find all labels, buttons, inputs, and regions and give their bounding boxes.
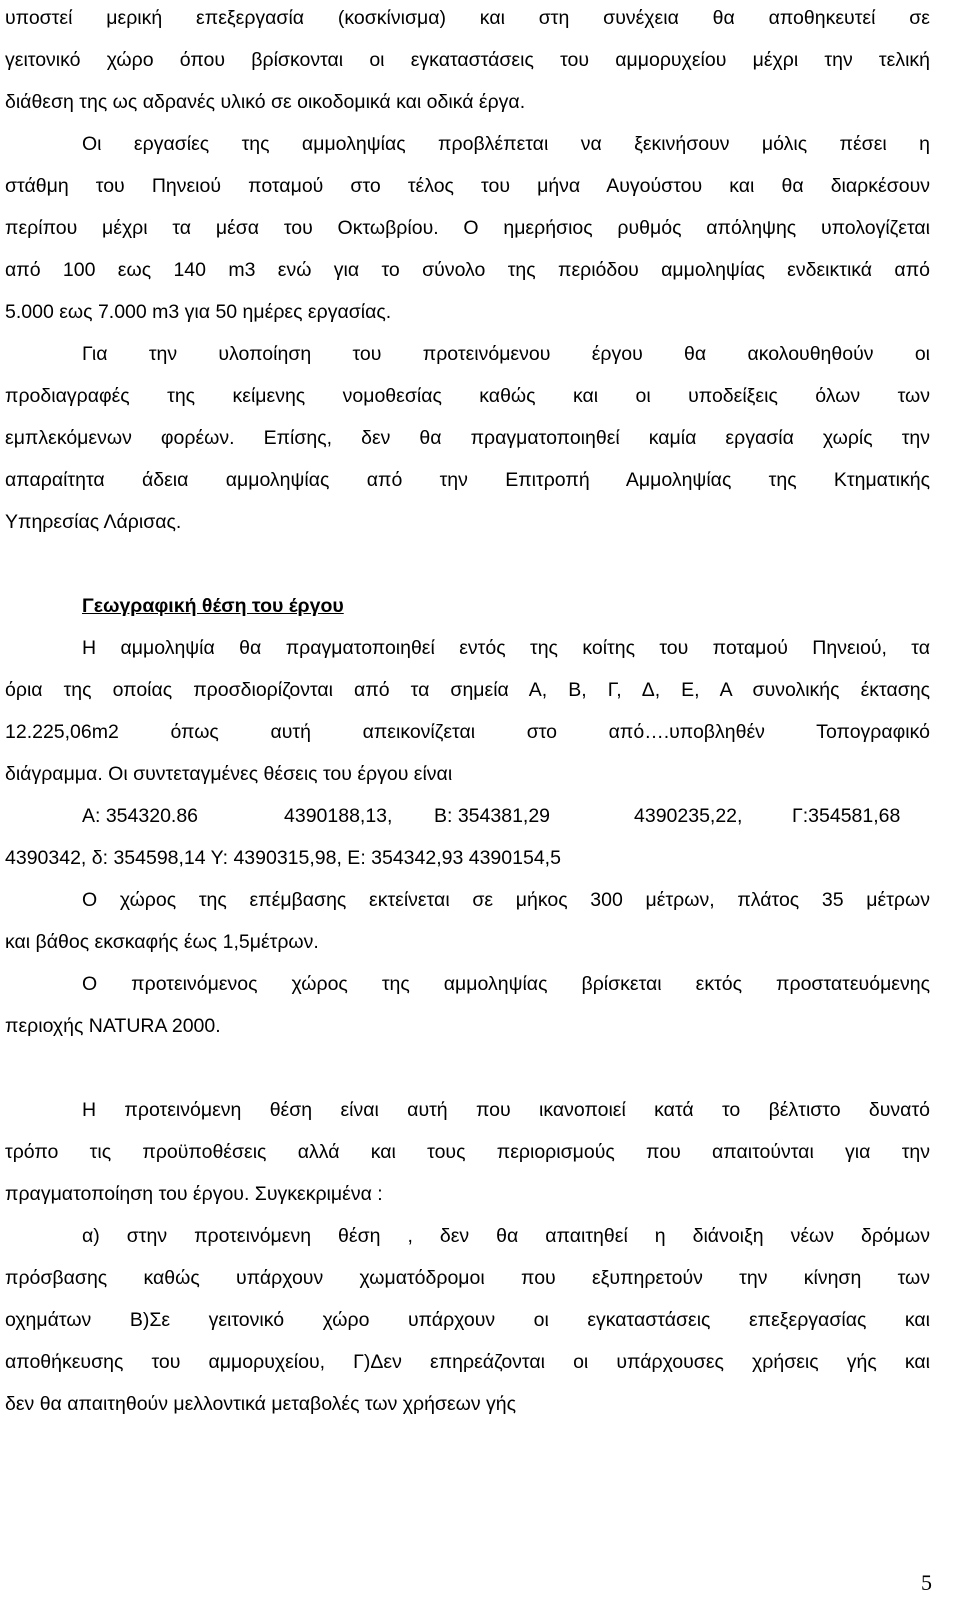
paragraph-line: εμπλεκόμενων φορέων. Επίσης, δεν θα πραγματοποιηθεί καμία εργασία χωρίς την xyxy=(5,427,930,449)
paragraph-line: Ο χώρος της επέμβασης εκτείνεται σε μήκος 300 μέτρων, πλάτος 35 μέτρων xyxy=(82,889,930,911)
page-number: 5 xyxy=(921,1570,932,1595)
paragraph-line: απαραίτητα άδεια αμμοληψίας από την Επιτροπή Αμμοληψίας της Κτηματικής xyxy=(5,469,930,491)
paragraph-line: γειτονικό χώρο όπου βρίσκονται οι εγκαταστάσεις του αμμορυχείου μέχρι την τελική xyxy=(5,49,930,71)
paragraph-line: υποστεί μερική επεξεργασία (κοσκίνισμα) και στη συνέχεια θα αποθηκευτεί σε xyxy=(5,7,930,29)
paragraph-line: περιοχής NATURA 2000. xyxy=(5,1015,221,1037)
paragraph-line: και βάθος εκσκαφής έως 1,5μέτρων. xyxy=(5,931,319,953)
section-heading: Γεωγραφική θέση του έργου xyxy=(82,595,344,617)
coordinate-g: Γ:354581,68 xyxy=(792,805,901,827)
coordinate-a: Α: 354320.86 xyxy=(82,805,199,827)
paragraph-line: περίπου μέχρι τα μέσα του Οκτωβρίου. Ο ημερήσιος ρυθμός απόληψης υπολογίζεται xyxy=(5,217,930,239)
paragraph-line: 4390342, δ: 354598,14 Υ: 4390315,98, Ε: 354342,93 4390154,5 xyxy=(5,847,561,869)
paragraph-line: α) στην προτεινόμενη θέση , δεν θα απαιτηθεί η διάνοιξη νέων δρόμων xyxy=(82,1225,930,1247)
paragraph-line: αποθήκευσης του αμμορυχείου, Γ)Δεν επηρεάζονται οι υπάρχουσες χρήσεις γής και xyxy=(5,1351,930,1373)
paragraph-line: Υπηρεσίας Λάρισας. xyxy=(5,511,182,533)
paragraph-line: οχημάτων Β)Σε γειτονικό χώρο υπάρχουν οι εγκαταστάσεις επεξεργασίας και xyxy=(5,1309,930,1331)
coordinate-b-y: 4390235,22, xyxy=(634,805,743,827)
paragraph-line: Οι εργασίες της αμμοληψίας προβλέπεται να ξεκινήσουν μόλις πέσει η xyxy=(82,133,930,155)
paragraph-line: δεν θα απαιτηθούν μελλοντικά μεταβολές των χρήσεων γής xyxy=(5,1393,517,1415)
paragraph-line: από 100 εως 140 m3 ενώ για το σύνολο της περιόδου αμμοληψίας ενδεικτικά από xyxy=(5,259,930,281)
paragraph-line: Η αμμοληψία θα πραγματοποιηθεί εντός της κοίτης του ποταμού Πηνειού, τα xyxy=(82,637,930,659)
paragraph-line: διάθεση της ως αδρανές υλικό σε οικοδομικά και οδικά έργα. xyxy=(5,91,526,113)
paragraph-line: 12.225,06m2 όπως αυτή απεικονίζεται στο από….υποβληθέν Τοπογραφικό xyxy=(5,721,930,743)
coordinates-line xyxy=(5,802,930,830)
paragraph-line: Για την υλοποίηση του προτεινόμενου έργου θα ακολουθηθούν οι xyxy=(82,343,930,365)
paragraph-line: τρόπο τις προϋποθέσεις αλλά και τους περιορισμούς που απαιτούνται για την xyxy=(5,1141,930,1163)
paragraph-line: Ο προτεινόμενος χώρος της αμμοληψίας βρίσκεται εκτός προστατευόμενης xyxy=(82,973,930,995)
paragraph-line: πρόσβασης καθώς υπάρχουν χωματόδρομοι που εξυπηρετούν την κίνηση των xyxy=(5,1267,930,1289)
paragraph-line: 5.000 εως 7.000 m3 για 50 ημέρες εργασίας. xyxy=(5,301,392,323)
paragraph-line: όρια της οποίας προσδιορίζονται από τα σημεία Α, Β, Γ, Δ, Ε, Α συνολικής έκτασης xyxy=(5,679,930,701)
paragraph-line: προδιαγραφές της κείμενης νομοθεσίας καθώς και οι υποδείξεις όλων των xyxy=(5,385,930,407)
paragraph-line: πραγματοποίηση του έργου. Συγκεκριμένα : xyxy=(5,1183,383,1205)
coordinate-a-y: 4390188,13, xyxy=(284,805,393,827)
paragraph-line: Η προτεινόμενη θέση είναι αυτή που ικανοποιεί κατά το βέλτιστο δυνατό xyxy=(82,1099,930,1121)
paragraph-line: διάγραμμα. Οι συντεταγμένες θέσεις του έργου είναι xyxy=(5,763,453,785)
coordinate-b: Β: 354381,29 xyxy=(434,805,551,827)
paragraph-line: στάθμη του Πηνειού ποταμού στο τέλος του μήνα Αυγούστου και θα διαρκέσουν xyxy=(5,175,930,197)
